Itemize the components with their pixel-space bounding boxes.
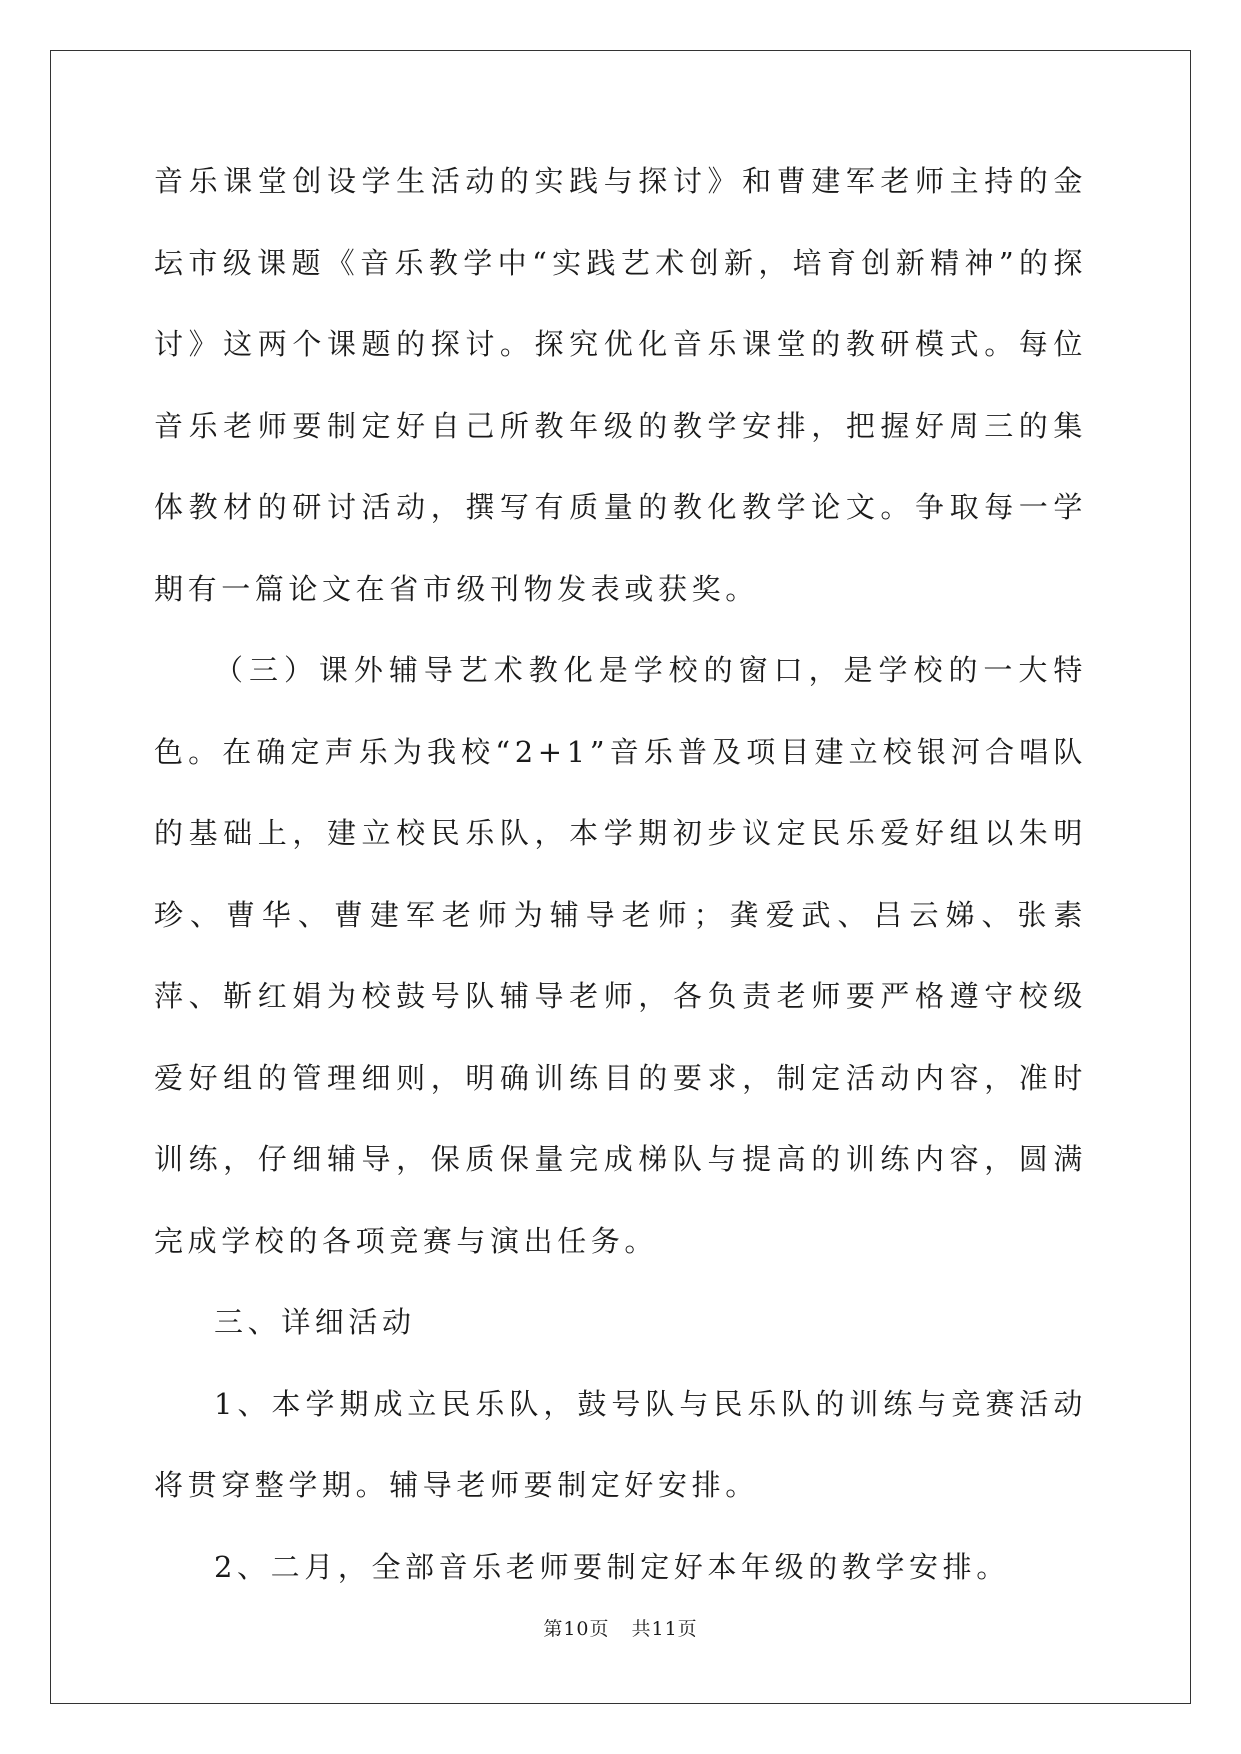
paragraph-research-topics: 音乐课堂创设学生活动的实践与探讨》和曹建军老师主持的金坛市级课题《音乐教学中“实践艺术创新，培育创新精神”的探讨》这两个课题的探讨。探究优化音乐课堂的教研模式。每位音乐老师要制定好自己所教年级的教学安排，把握好周三的集体教材的研讨活动，撰写有质量的教化教学论文。争取每一学期有一篇论文在省市级刊物发表或获奖。 bbox=[154, 164, 1087, 606]
list-item-activity-1: 1、本学期成立民乐队，鼓号队与民乐队的训练与竞赛活动将贯穿整学期。辅导老师要制定好安排。 bbox=[154, 1386, 1087, 1502]
page-number-current: 第10页 bbox=[543, 1618, 610, 1640]
list-item-activity-2: 2、二月，全部音乐老师要制定好本年级的教学安排。 bbox=[214, 1549, 1010, 1584]
paragraph-extracurricular-coaching: （三）课外辅导艺术教化是学校的窗口，是学校的一大特色。在确定声乐为我校“2+1”音乐普及项目建立校银河合唱队的基础上，建立校民乐队，本学期初步议定民乐爱好组以朱明珍、曹华、曹建军老师为辅导老师；龚爱武、吕云娣、张素萍、靳红娟为校鼓号队辅导老师，各负责老师要严格遵守校级爱好组的管理细则，明确训练目的要求，制定活动内容，准时训练，仔细辅导，保质保量完成梯队与提高的训练内容，圆满完成学校的各项竞赛与演出任务。 bbox=[154, 653, 1087, 1258]
page-number-total: 共11页 bbox=[631, 1618, 698, 1640]
document-body bbox=[154, 157, 1087, 1608]
page-footer bbox=[0, 1614, 1241, 1641]
section-heading-activities: 三、详细活动 bbox=[214, 1305, 416, 1339]
